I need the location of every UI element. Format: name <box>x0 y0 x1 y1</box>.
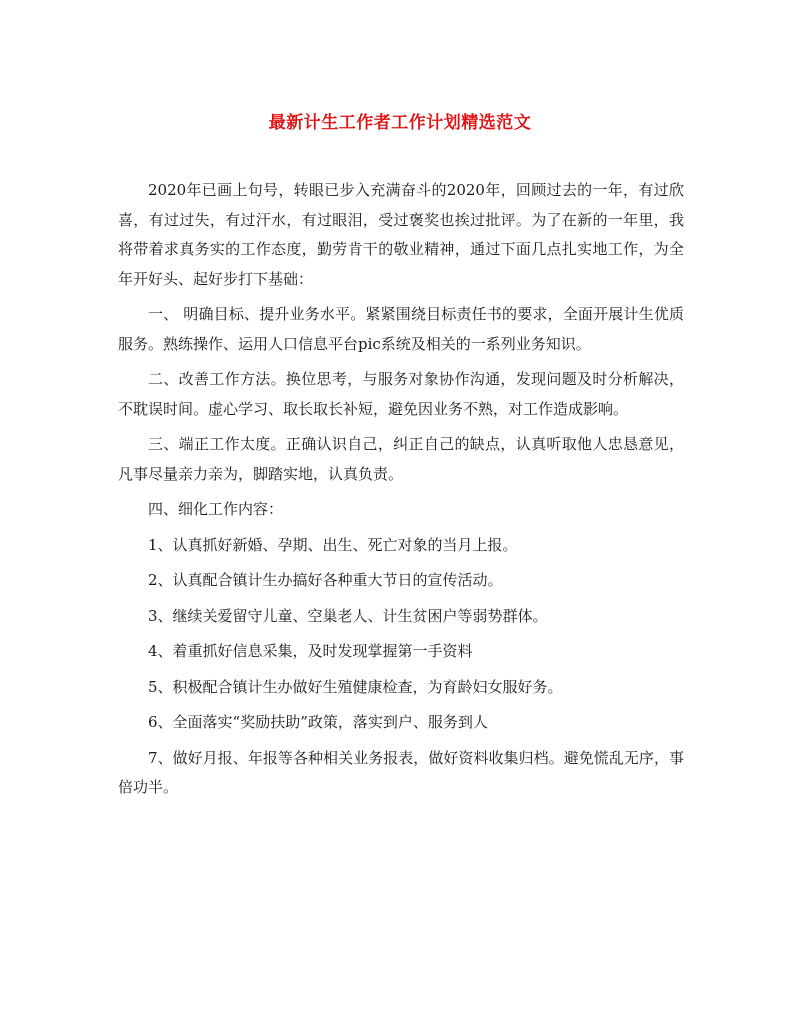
section-4-heading: 四、细化工作内容： <box>148 500 284 518</box>
document-title: 最新计生工作者工作计划精选范文 <box>268 113 532 133</box>
list-item-3: 3、继续关爱留守儿童、空巢老人、计生贫困户等弱势群体。 <box>148 606 548 625</box>
list-item-7: 7、做好月报、年报等各种相关业务报表，做好资料收集归档。避免慌乱无序，事倍功半。 <box>118 748 684 796</box>
list-item-1: 1、认真抓好新婚、孕期、出生、死亡对象的当月上报。 <box>148 535 518 554</box>
list-item-4: 4、着重抓好信息采集，及时发现掌握第一手资料 <box>148 642 473 660</box>
list-item-5: 5、积极配合镇计生办做好生殖健康检查，为育龄妇女服好务。 <box>148 677 563 696</box>
section-3-paragraph: 三、端正工作太度。正确认识自己，纠正自己的缺点，认真听取他人忠恳意见，凡事尽量亲力亲为，脚踏实地，认真负责。 <box>118 435 684 483</box>
intro-paragraph: 2020年已画上句号，转眼已步入充满奋斗的2020年，回顾过去的一年，有过欣喜，有过过失，有过汗水，有过眼泪，受过褒奖也挨过批评。为了在新的一年里，我将带着求真务实的工作态度，勤劳肯干的敬业精神，通过下面几点扎实地工作，为全年开好头、起好步打下基础： <box>118 181 684 288</box>
document-body <box>118 176 684 803</box>
section-1-paragraph: 一、 明确目标、提升业务水平。紧紧围绕目标责任书的要求，全面开展计生优质服务。熟练操作、运用人口信息平台pic系统及相关的一系列业务知识。 <box>118 305 684 353</box>
list-item-2: 2、认真配合镇计生办搞好各种重大节日的宣传活动。 <box>148 571 503 589</box>
section-2-paragraph: 二、改善工作方法。换位思考，与服务对象协作沟通，发现问题及时分析解决，不耽误时间。虚心学习、取长取长补短，避免因业务不熟，对工作造成影响。 <box>118 370 684 418</box>
list-item-6: 6、全面落实“奖励扶助”政策，落实到户、服务到人 <box>148 713 488 731</box>
